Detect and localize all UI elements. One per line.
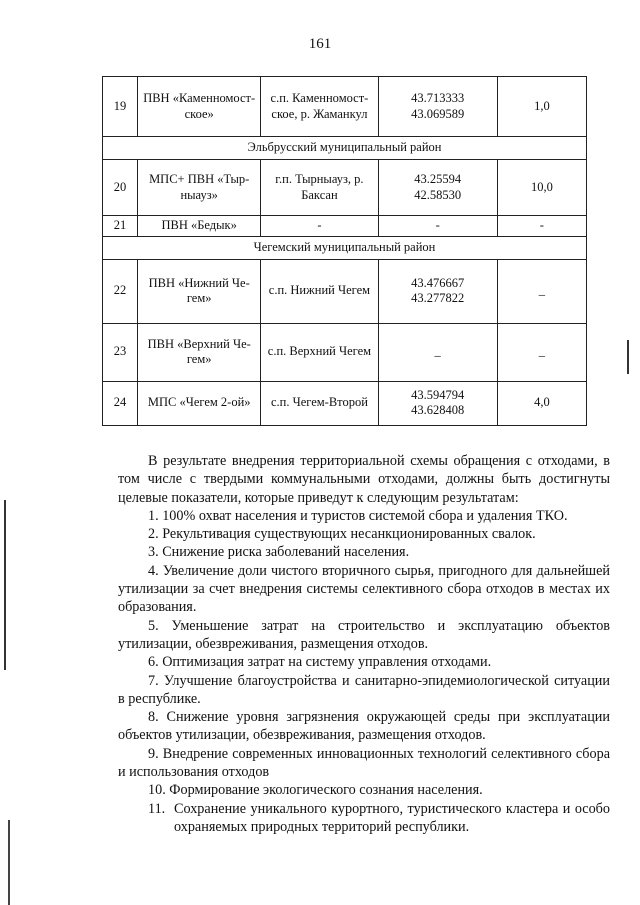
latitude: 43.713333 xyxy=(411,90,465,105)
list-item: 8. Снижение уровня загрязнения окружающей среды при эксплуатации объектов утилизации, обезвреживания, размещения отходов. xyxy=(118,709,610,744)
list-item: 6. Оптимизация затрат на систему управления отходами. xyxy=(148,654,492,671)
longitude: 43.628408 xyxy=(411,403,465,418)
intro-paragraph: В результате внедрения территориальной схемы обращения с отходами, в том числе с твердыми коммунальными отходами, должны быть достигнуты целевые показатели, которые приведут к следующим результатам: xyxy=(118,453,610,506)
longitude: 42.58530 xyxy=(414,187,462,202)
table-row xyxy=(103,77,587,137)
list-item: 7. Улучшение благоустройства и санитарно-эпидемиологической ситуации в республике. xyxy=(118,672,610,707)
list-item: 3. Снижение риска заболеваний населения. xyxy=(148,544,410,561)
list-item: 4. Увеличение доли чистого вторичного сырья, пригодного для дальнейшей утилизации за счет внедрения системы селективного сбора отходов в местах их образования. xyxy=(118,562,610,616)
facility-coordinates xyxy=(378,77,497,137)
scan-margin-mark xyxy=(4,500,6,670)
page-number: 161 xyxy=(308,36,332,52)
section-row xyxy=(103,236,587,259)
longitude: 43.069589 xyxy=(411,106,465,121)
list-item-text: Сохранение уникального курортного, туристического кластера и особо охраняемых природных территорий республики. xyxy=(174,800,610,835)
section-title: Эльбрусский муниципальный район xyxy=(103,137,587,160)
longitude: 43.277822 xyxy=(411,291,465,306)
facility-coordinates xyxy=(378,160,497,216)
latitude: 43.25594 xyxy=(414,171,462,186)
facility-location: с.п. Верхний Чегем xyxy=(261,323,378,381)
facility-value: 10,0 xyxy=(497,160,586,216)
scan-margin-mark xyxy=(8,820,10,905)
facility-coordinates xyxy=(378,381,497,425)
row-number: 22 xyxy=(103,259,138,323)
scan-margin-mark xyxy=(627,340,629,374)
body-text xyxy=(118,452,610,836)
section-row xyxy=(103,137,587,160)
row-number: 23 xyxy=(103,323,138,381)
list-item: 1. 100% охват населения и туристов системой сбора и удаления ТКО. xyxy=(148,507,568,524)
list-item xyxy=(118,800,610,837)
table-row xyxy=(103,259,587,323)
facility-value: 1,0 xyxy=(497,77,586,137)
facility-value: 4,0 xyxy=(497,381,586,425)
facility-coordinates xyxy=(378,259,497,323)
row-number: 19 xyxy=(103,77,138,137)
facility-location: с.п. Каменномост-ское, р. Жаманкул xyxy=(261,77,378,137)
row-number: 21 xyxy=(103,216,138,237)
facility-name: ПВН «Нижний Че-гем» xyxy=(138,259,261,323)
list-item: 9. Внедрение современных инновационных технологий селективного сбора и использования отходов xyxy=(118,745,610,781)
section-title: Чегемский муниципальный район xyxy=(103,236,587,259)
facility-coordinates: - xyxy=(378,216,497,237)
table-row xyxy=(103,216,587,237)
list-item: 2. Рекультивация существующих несанкционированных свалок. xyxy=(148,526,536,543)
facility-coordinates: _ xyxy=(378,323,497,381)
facility-location: г.п. Тырныауз, р. Баксан xyxy=(261,160,378,216)
facility-location: с.п. Чегем-Второй xyxy=(261,381,378,425)
facility-value: - xyxy=(497,216,586,237)
facility-name: ПВН «Каменномост-ское» xyxy=(138,77,261,137)
facility-value: _ xyxy=(497,323,586,381)
facility-value: _ xyxy=(497,259,586,323)
list-item-number: 11. xyxy=(148,800,166,817)
facility-name: ПВН «Верхний Че-гем» xyxy=(138,323,261,381)
latitude: 43.594794 xyxy=(411,387,465,402)
table-row xyxy=(103,323,587,381)
table-row xyxy=(103,381,587,425)
facility-location: с.п. Нижний Чегем xyxy=(261,259,378,323)
facility-name: МПС+ ПВН «Тыр-ныауз» xyxy=(138,160,261,216)
list-item: 10. Формирование экологического сознания населения. xyxy=(148,782,483,799)
latitude: 43.476667 xyxy=(411,275,465,290)
facility-name: МПС «Чегем 2-ой» xyxy=(138,381,261,425)
facilities-table xyxy=(102,76,587,426)
table-row xyxy=(103,160,587,216)
list-item: 5. Уменьшение затрат на строительство и эксплуатацию объектов утилизации, обезвреживания, размещения отходов. xyxy=(118,617,610,652)
row-number: 24 xyxy=(103,381,138,425)
facility-location: - xyxy=(261,216,378,237)
facility-name: ПВН «Бедык» xyxy=(138,216,261,237)
row-number: 20 xyxy=(103,160,138,216)
